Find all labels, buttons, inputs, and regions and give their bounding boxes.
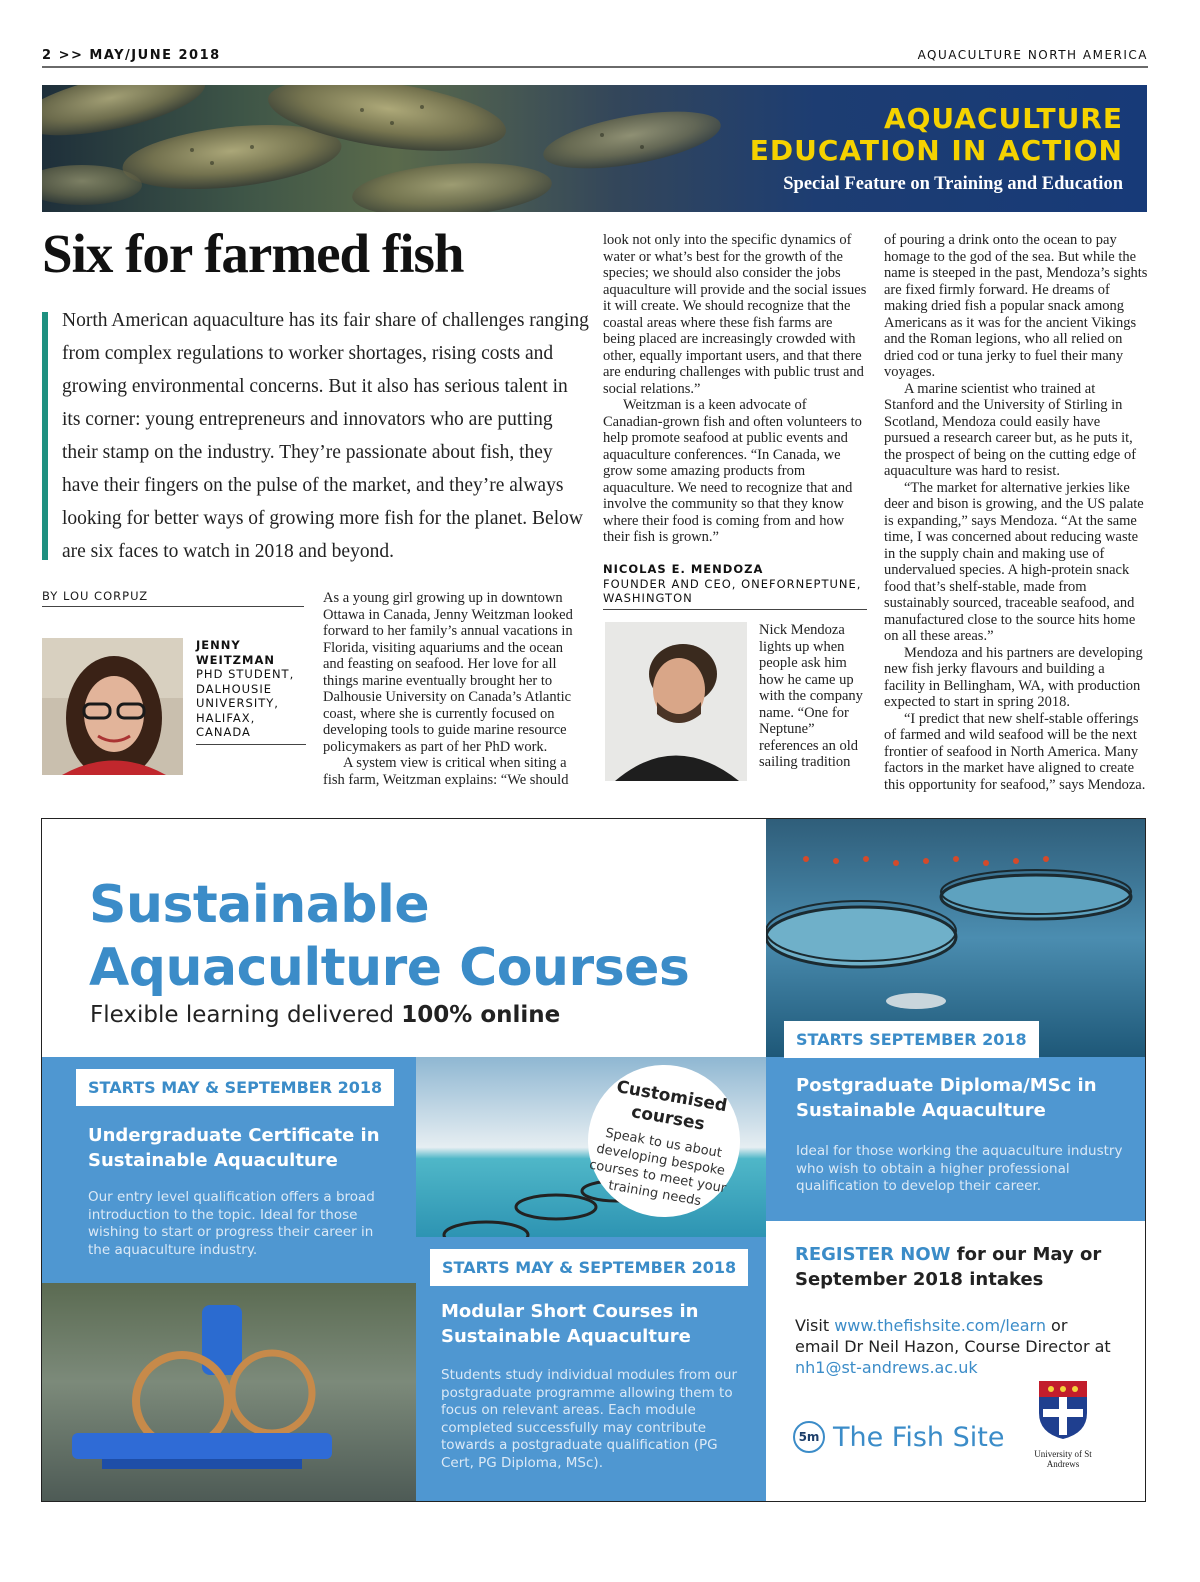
visit-label: Visit [795,1316,835,1335]
article-intro: North American aquaculture has its fair share of challenges ranging from complex regulations to worker shortages, rising costs and growing environmental concerns. But it also has serious talent in its corner: young entrepreneurs and innovators who are putting their stamp on the industry. They’re passionate about fish, they have their fingers on the pulse of the market, and they’re always looking for better ways of growing more fish for the planet. Below are six faces to watch in 2018 and beyond. [62,310,589,562]
ad-title-line2: Aquaculture Courses [89,938,690,998]
undergrad-title: Undergraduate Certificate in Sustainable Aquaculture [88,1125,380,1171]
contact-text: or email Dr Neil Hazon, Course Director at [795,1316,1111,1356]
postgrad-start-badge: STARTS SEPTEMBER 2018 [784,1021,1039,1058]
paddle-wheel-aerator-photo [42,1283,416,1502]
fishsite-name: The Fish Site [833,1421,1005,1453]
feature-banner [42,85,1147,212]
jenny-role: PHD STUDENT, DALHOUSIE UNIVERSITY, HALIFAX, CANADA [196,667,295,739]
register-cta [795,1242,1115,1292]
ad-tagline-prefix: Flexible learning delivered [90,1002,402,1028]
courses-advertisement [41,818,1146,1502]
ad-tagline [90,1002,560,1028]
article-column-a [323,590,587,788]
register-now-label: REGISTER NOW [795,1244,951,1265]
the-fish-site-logo [793,1421,1004,1453]
ad-title-line1: Sustainable [89,875,430,935]
short-courses-panel [416,1237,767,1502]
banner-title-line2: EDUCATION IN ACTION [749,134,1123,167]
paragraph: A system view is critical when siting a fish farm, Weitzman explains: “We should [323,755,569,788]
nick-role: FOUNDER AND CEO, ONEFORNEPTUNE, WASHINGTON [603,576,862,605]
fishsite-badge: 5m [793,1421,825,1453]
nick-name: NICOLAS E. MENDOZA [603,562,764,576]
paragraph: look not only into the specific dynamics of water or what’s best for the growth of the species; we should also consider the jobs aquaculture will provide and the social issues it will create. We should recognize that the coastal areas where these fish farms are being placed are increasingly crowded with other, equally important users, and that there are enduring challenges with public trust and social relations.” [603,232,867,397]
undergrad-start-badge: STARTS MAY & SEPTEMBER 2018 [76,1069,394,1106]
ad-tagline-bold: 100% online [401,1002,561,1028]
paragraph: A marine scientist who trained at Stanford and the University of Stirling in Scotland, Mendoza could easily have pursued a research career but, as he puts it, the prospect of being on the cutting edge of aquaculture was hard to resist. [884,380,1137,479]
magazine-name: AQUACULTURE NORTH AMERICA [917,48,1148,62]
article-column-b-continued: Nick Mendoza lights up when people ask him how he came up with the company name. “One for Neptune” references an old sailing tradition [759,622,863,770]
website-link[interactable]: www.thefishsite.com/learn [834,1316,1046,1335]
short-courses-description: Students study individual modules from our postgraduate programme allowing them to focus on relevant areas. Each module completed successfully may contribute towards a postgraduate qualification (PG Cert, PG Diploma, MSc). [441,1367,737,1471]
header-rule [42,66,1148,68]
short-courses-title: Modular Short Courses in Sustainable Aquaculture [441,1301,699,1347]
paragraph: As a young girl growing up in downtown Ottawa in Canada, Jenny Weitzman looked forward to her family’s annual vacations in Florida, visiting aquariums and the ocean and feasting on seafood. Her love for all things marine eventually brought her to Dalhousie University on Canada’s Atlantic coast, where she is currently focused on developing tools to guide marine resource policymakers as part of her PhD work. [323,590,573,755]
contact-info [795,1315,1115,1378]
jenny-weitzman-photo [42,638,183,775]
st-andrews-logo [1028,1379,1098,1469]
ad-title [89,874,689,1000]
postgrad-description: Ideal for those working the aquaculture industry who wish to obtain a higher professional qualification to develop their career. [796,1143,1123,1194]
university-name: University of St Andrews [1034,1449,1092,1469]
banner-subtitle: Special Feature on Training and Education [783,174,1123,194]
jenny-caption [196,638,306,745]
register-rest: for our May or September 2018 intakes [795,1244,1102,1290]
email-link[interactable]: nh1@st-andrews.ac.uk [795,1358,978,1377]
customised-title: Customised courses [614,1077,729,1135]
short-courses-start-badge: STARTS MAY & SEPTEMBER 2018 [430,1249,748,1286]
undergrad-description: Our entry level qualification offers a broad introduction to the topic. Ideal for those wishing to start or progress their career in the aquaculture industry. [88,1189,375,1258]
paragraph: Mendoza and his partners are developing new fish jerky flavours and building a facility in Bellingham, WA, with production expected to start in spring 2018. [884,644,1143,710]
postgrad-title: Postgraduate Diploma/MSc in Sustainable Aquaculture [796,1075,1097,1121]
article-column-b [603,232,868,546]
banner-title [750,103,1123,167]
article-headline: Six for farmed fish [42,223,464,284]
intro-accent-bar [42,312,48,560]
paragraph: Weitzman is a keen advocate of Canadian-grown fish and often volunteers to help promote seafood at public events and aquaculture conferences. “In Canada, we grow some amazing products from aquaculture. We need to recognize that and involve the community so that they know where their food is coming from and how their fish is grown.” [603,397,862,545]
paragraph: “The market for alternative jerkies like deer and bison is growing, and the US palate is expanding,” says Mendoza. “At the same time, I was concerned about reducing waste in the supply chain and making use of undervalued species. A high-protein snack food that’s shelf-stable, made from sustainably sourced, traceable seafood, and manufactured close to the source hits home on all these areas.” [884,479,1144,644]
nick-mendoza-photo [605,622,747,781]
paragraph: “I predict that new shelf-stable offerings of farmed and wild seafood will be the next frontier of seafood in North America. Many factors in the market have aligned to create this opportunity for seafood,” says Mendoza. [884,710,1146,793]
paragraph: of pouring a drink onto the ocean to pay homage to the god of the sea. But while the name is steeped in the past, Mendoza’s sights are fixed firmly forward. He dreams of making dried fish a popular snack among Americans as it was for the ancient Vikings and the Roman legions, who all relied on dried cod or tuna jerky to fuel their many voyages. [884,232,1148,380]
byline: BY LOU CORPUZ [42,589,304,607]
postgraduate-panel [766,1057,1146,1221]
jenny-name: JENNY WEITZMAN [196,638,275,667]
banner-title-line1: AQUACULTURE [883,102,1123,135]
nick-caption [603,562,867,610]
undergraduate-panel [42,1057,416,1283]
issue-label: 2 >> MAY/JUNE 2018 [42,48,221,63]
customised-text: Speak to us about developing bespoke courses to meet your training needs [588,1125,728,1210]
article-column-c [884,232,1148,793]
university-crest-icon [1037,1379,1089,1441]
